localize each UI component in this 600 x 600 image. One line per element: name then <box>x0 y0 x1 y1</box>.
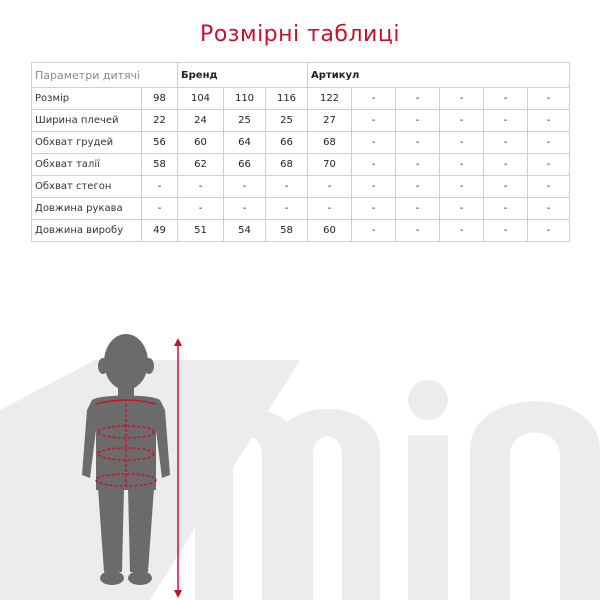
table-cell: 66 <box>224 154 266 176</box>
table-cell: 56 <box>142 132 178 154</box>
table-cell: - <box>440 176 484 198</box>
table-cell: 122 <box>308 88 352 110</box>
table-cell: - <box>484 132 528 154</box>
table-row <box>32 176 570 198</box>
table-cell: - <box>142 176 178 198</box>
table-cell: 22 <box>142 110 178 132</box>
table-cell: 27 <box>308 110 352 132</box>
table-row <box>32 220 570 242</box>
table-cell: 51 <box>178 220 224 242</box>
table-cell: 104 <box>178 88 224 110</box>
table-cell: 25 <box>224 110 266 132</box>
table-cell: - <box>352 154 396 176</box>
table-cell: 58 <box>142 154 178 176</box>
table-cell: - <box>528 132 570 154</box>
table-cell: - <box>484 176 528 198</box>
table-cell: - <box>352 176 396 198</box>
table-cell: - <box>484 154 528 176</box>
table-cell: - <box>484 88 528 110</box>
table-cell: 49 <box>142 220 178 242</box>
table-cell: 25 <box>266 110 308 132</box>
table-cell: - <box>308 198 352 220</box>
table-cell: - <box>528 176 570 198</box>
table-row <box>32 110 570 132</box>
table-cell: 62 <box>178 154 224 176</box>
header-params: Параметри дитячі <box>32 63 178 88</box>
table-cell: - <box>528 88 570 110</box>
row-label: Ширина плечей <box>32 110 142 132</box>
table-cell: - <box>352 88 396 110</box>
row-label: Довжина виробу <box>32 220 142 242</box>
header-article: Артикул <box>308 63 570 88</box>
table-cell: 64 <box>224 132 266 154</box>
table-cell: - <box>396 220 440 242</box>
table-cell: - <box>142 198 178 220</box>
table-cell: 66 <box>266 132 308 154</box>
table-cell: - <box>352 132 396 154</box>
table-cell: - <box>352 110 396 132</box>
table-cell: 58 <box>266 220 308 242</box>
row-label: Обхват талії <box>32 154 142 176</box>
table-cell: - <box>396 176 440 198</box>
height-arrow-bottom <box>174 590 182 598</box>
table-cell: 60 <box>178 132 224 154</box>
table-cell: - <box>396 88 440 110</box>
table-cell: - <box>440 198 484 220</box>
table-cell: - <box>178 198 224 220</box>
table-cell: - <box>396 154 440 176</box>
row-label: Обхват грудей <box>32 132 142 154</box>
table-cell: - <box>528 154 570 176</box>
table-cell: 60 <box>308 220 352 242</box>
table-cell: - <box>178 176 224 198</box>
watermark-logo <box>195 380 600 600</box>
table-cell: - <box>224 176 266 198</box>
table-cell: - <box>396 132 440 154</box>
height-arrow-top <box>174 338 182 346</box>
table-cell: - <box>224 198 266 220</box>
page-title: Розмірні таблиці <box>200 22 400 47</box>
table-cell: - <box>440 220 484 242</box>
table-cell: - <box>440 110 484 132</box>
table-row <box>32 132 570 154</box>
table-cell: - <box>266 176 308 198</box>
table-header-row <box>32 63 570 88</box>
table-cell: - <box>352 198 396 220</box>
table-cell: - <box>396 110 440 132</box>
table-cell: 110 <box>224 88 266 110</box>
table-cell: - <box>440 88 484 110</box>
table-cell: - <box>484 220 528 242</box>
table-cell: - <box>528 110 570 132</box>
table-cell: - <box>440 154 484 176</box>
table-row <box>32 154 570 176</box>
table-cell: 70 <box>308 154 352 176</box>
table-cell: - <box>484 110 528 132</box>
header-brand: Бренд <box>178 63 308 88</box>
row-label: Довжина рукава <box>32 198 142 220</box>
table-cell: - <box>266 198 308 220</box>
table-row <box>32 88 570 110</box>
table-cell: - <box>528 220 570 242</box>
row-label: Обхват стегон <box>32 176 142 198</box>
table-cell: - <box>352 220 396 242</box>
row-label: Розмір <box>32 88 142 110</box>
table-cell: - <box>308 176 352 198</box>
table-cell: 24 <box>178 110 224 132</box>
table-cell: - <box>396 198 440 220</box>
table-cell: - <box>440 132 484 154</box>
table-cell: 68 <box>308 132 352 154</box>
size-table <box>31 62 570 242</box>
table-cell: 68 <box>266 154 308 176</box>
table-cell: - <box>484 198 528 220</box>
body-measurement-illustration <box>0 300 600 600</box>
table-cell: 54 <box>224 220 266 242</box>
table-cell: 116 <box>266 88 308 110</box>
table-cell: 98 <box>142 88 178 110</box>
table-cell: - <box>528 198 570 220</box>
table-row <box>32 198 570 220</box>
